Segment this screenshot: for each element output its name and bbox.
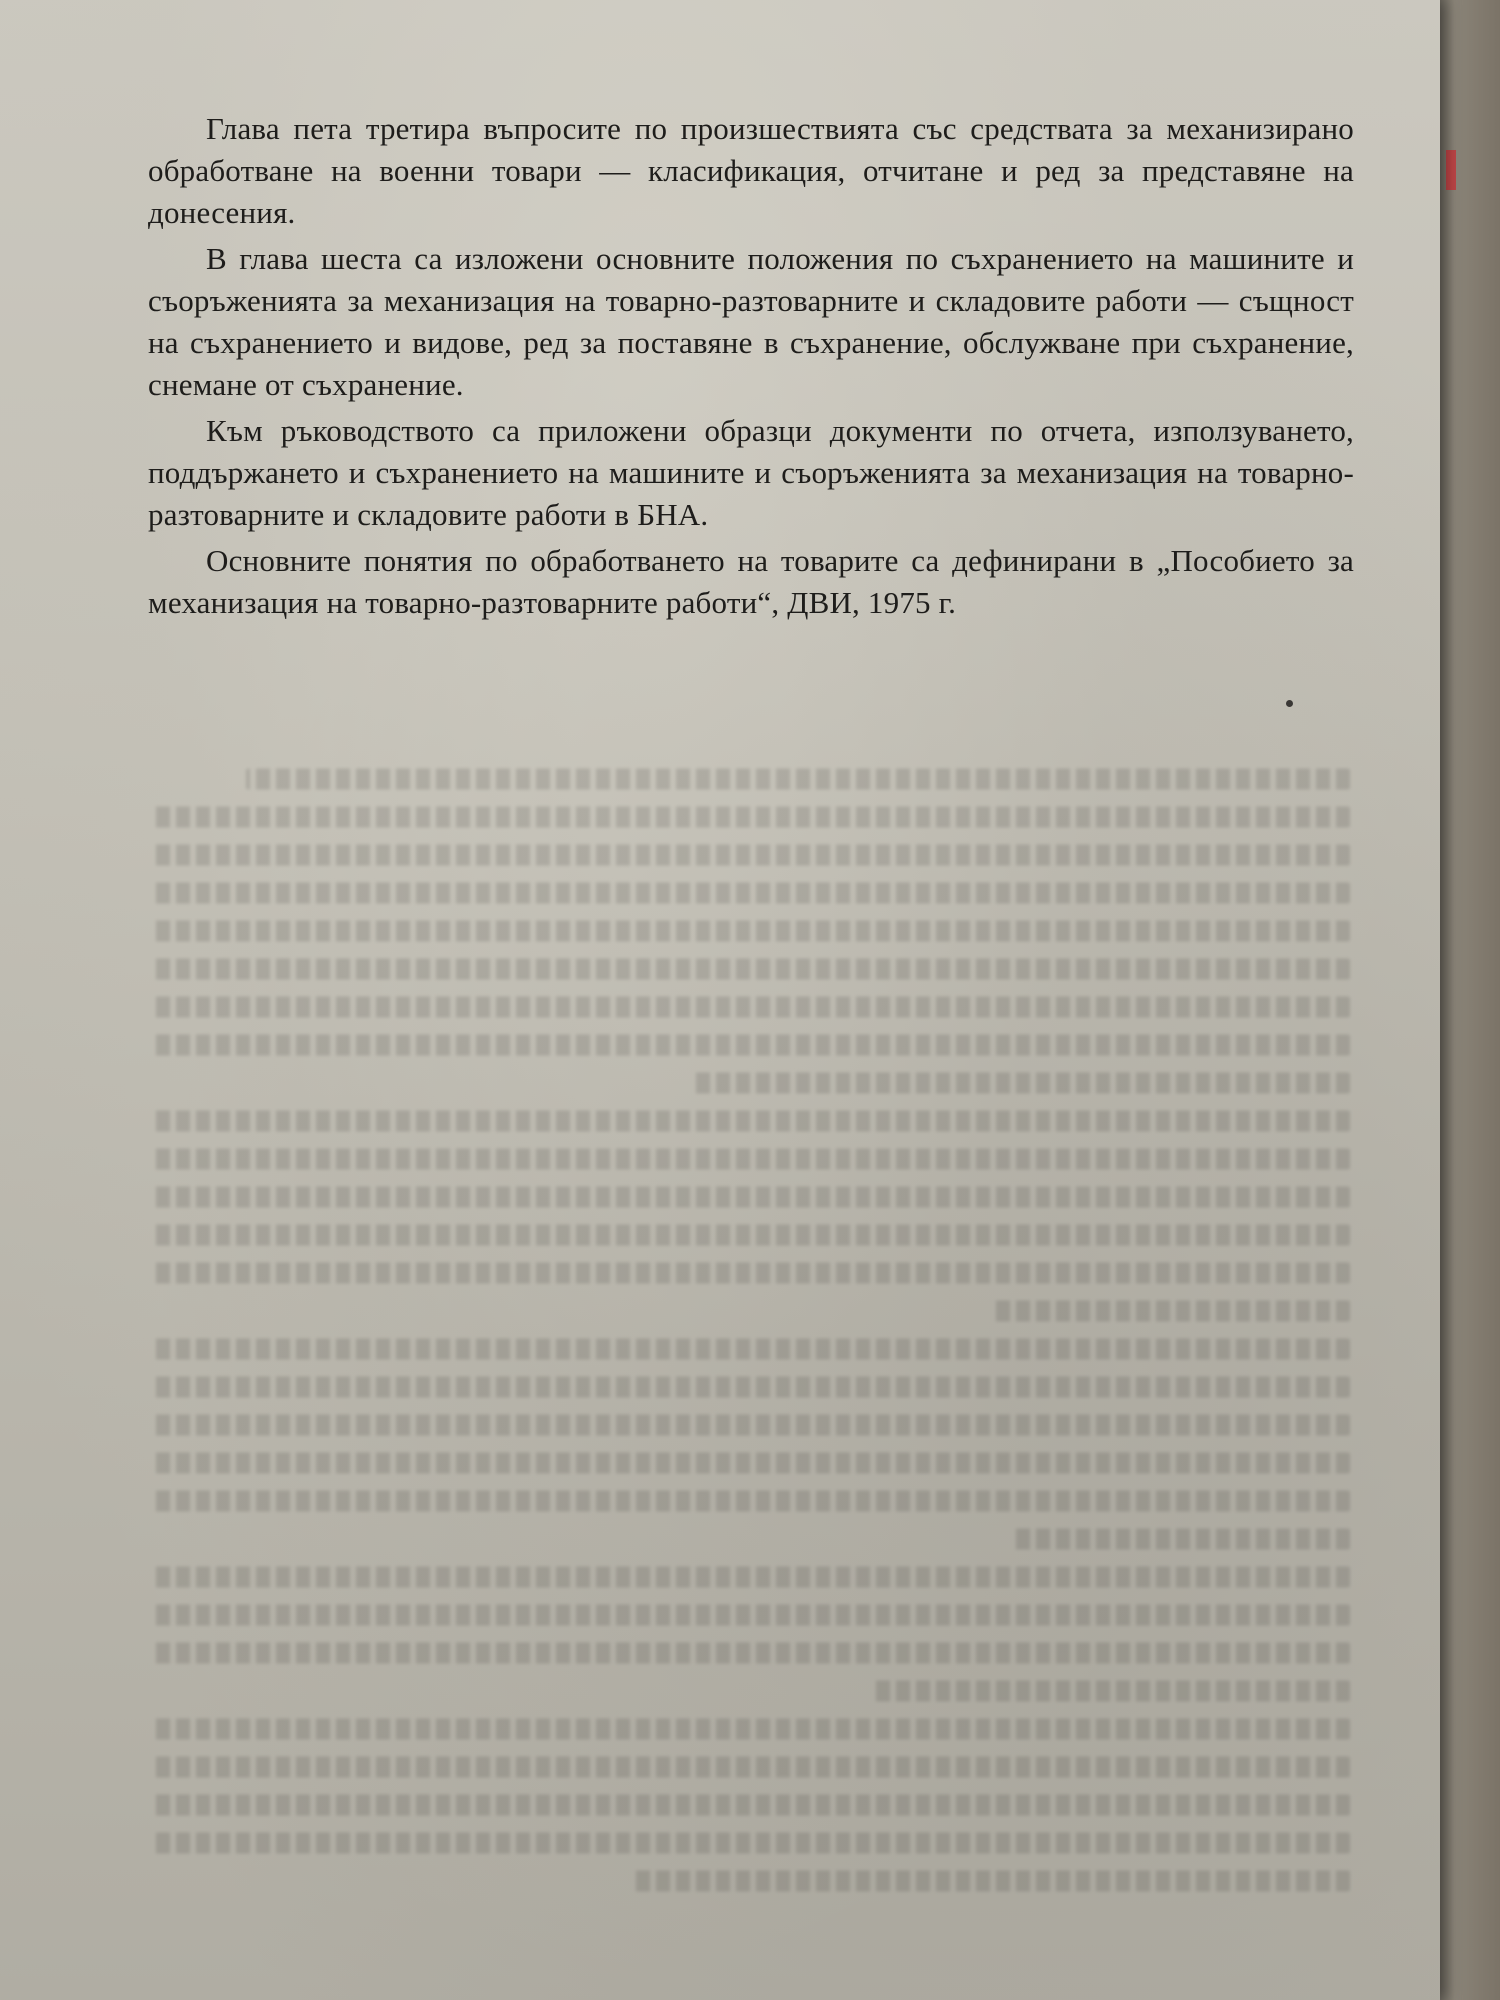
book-spine bbox=[1430, 0, 1500, 2000]
spine-red-mark bbox=[1446, 150, 1456, 190]
bleed-through-text bbox=[150, 760, 1350, 1980]
paragraph-chapter-six: В глава шеста са изложени основните положения по съхранението на машините и съоръженията за механизация на товарно-разтоварните и складовите работи — същност на съхранението и видове, ред за поставяне в съхранение, обслужване при съхранение, снемане от съхранение. bbox=[148, 241, 1354, 402]
paragraph-definitions: Основните понятия по обработването на товарите са дефинирани в „Пособието за механизация на товарно-разтоварните работи“, ДВИ, 1975 г. bbox=[148, 543, 1354, 620]
ink-speck bbox=[1286, 700, 1293, 707]
paragraph-chapter-five: Глава пета третира въпросите по произшествията със средствата за механизирано обработване на военни товари — класификация, отчитане и ред за представяне на донесения. bbox=[148, 111, 1354, 230]
page-text bbox=[148, 108, 1354, 628]
paragraph-appendix-forms: Към ръководството са приложени образци документи по отчета, използуването, поддържането и съхранението на машините и съоръженията за механизация на товарно-разтоварните и складовите работи в БНА. bbox=[148, 413, 1354, 532]
